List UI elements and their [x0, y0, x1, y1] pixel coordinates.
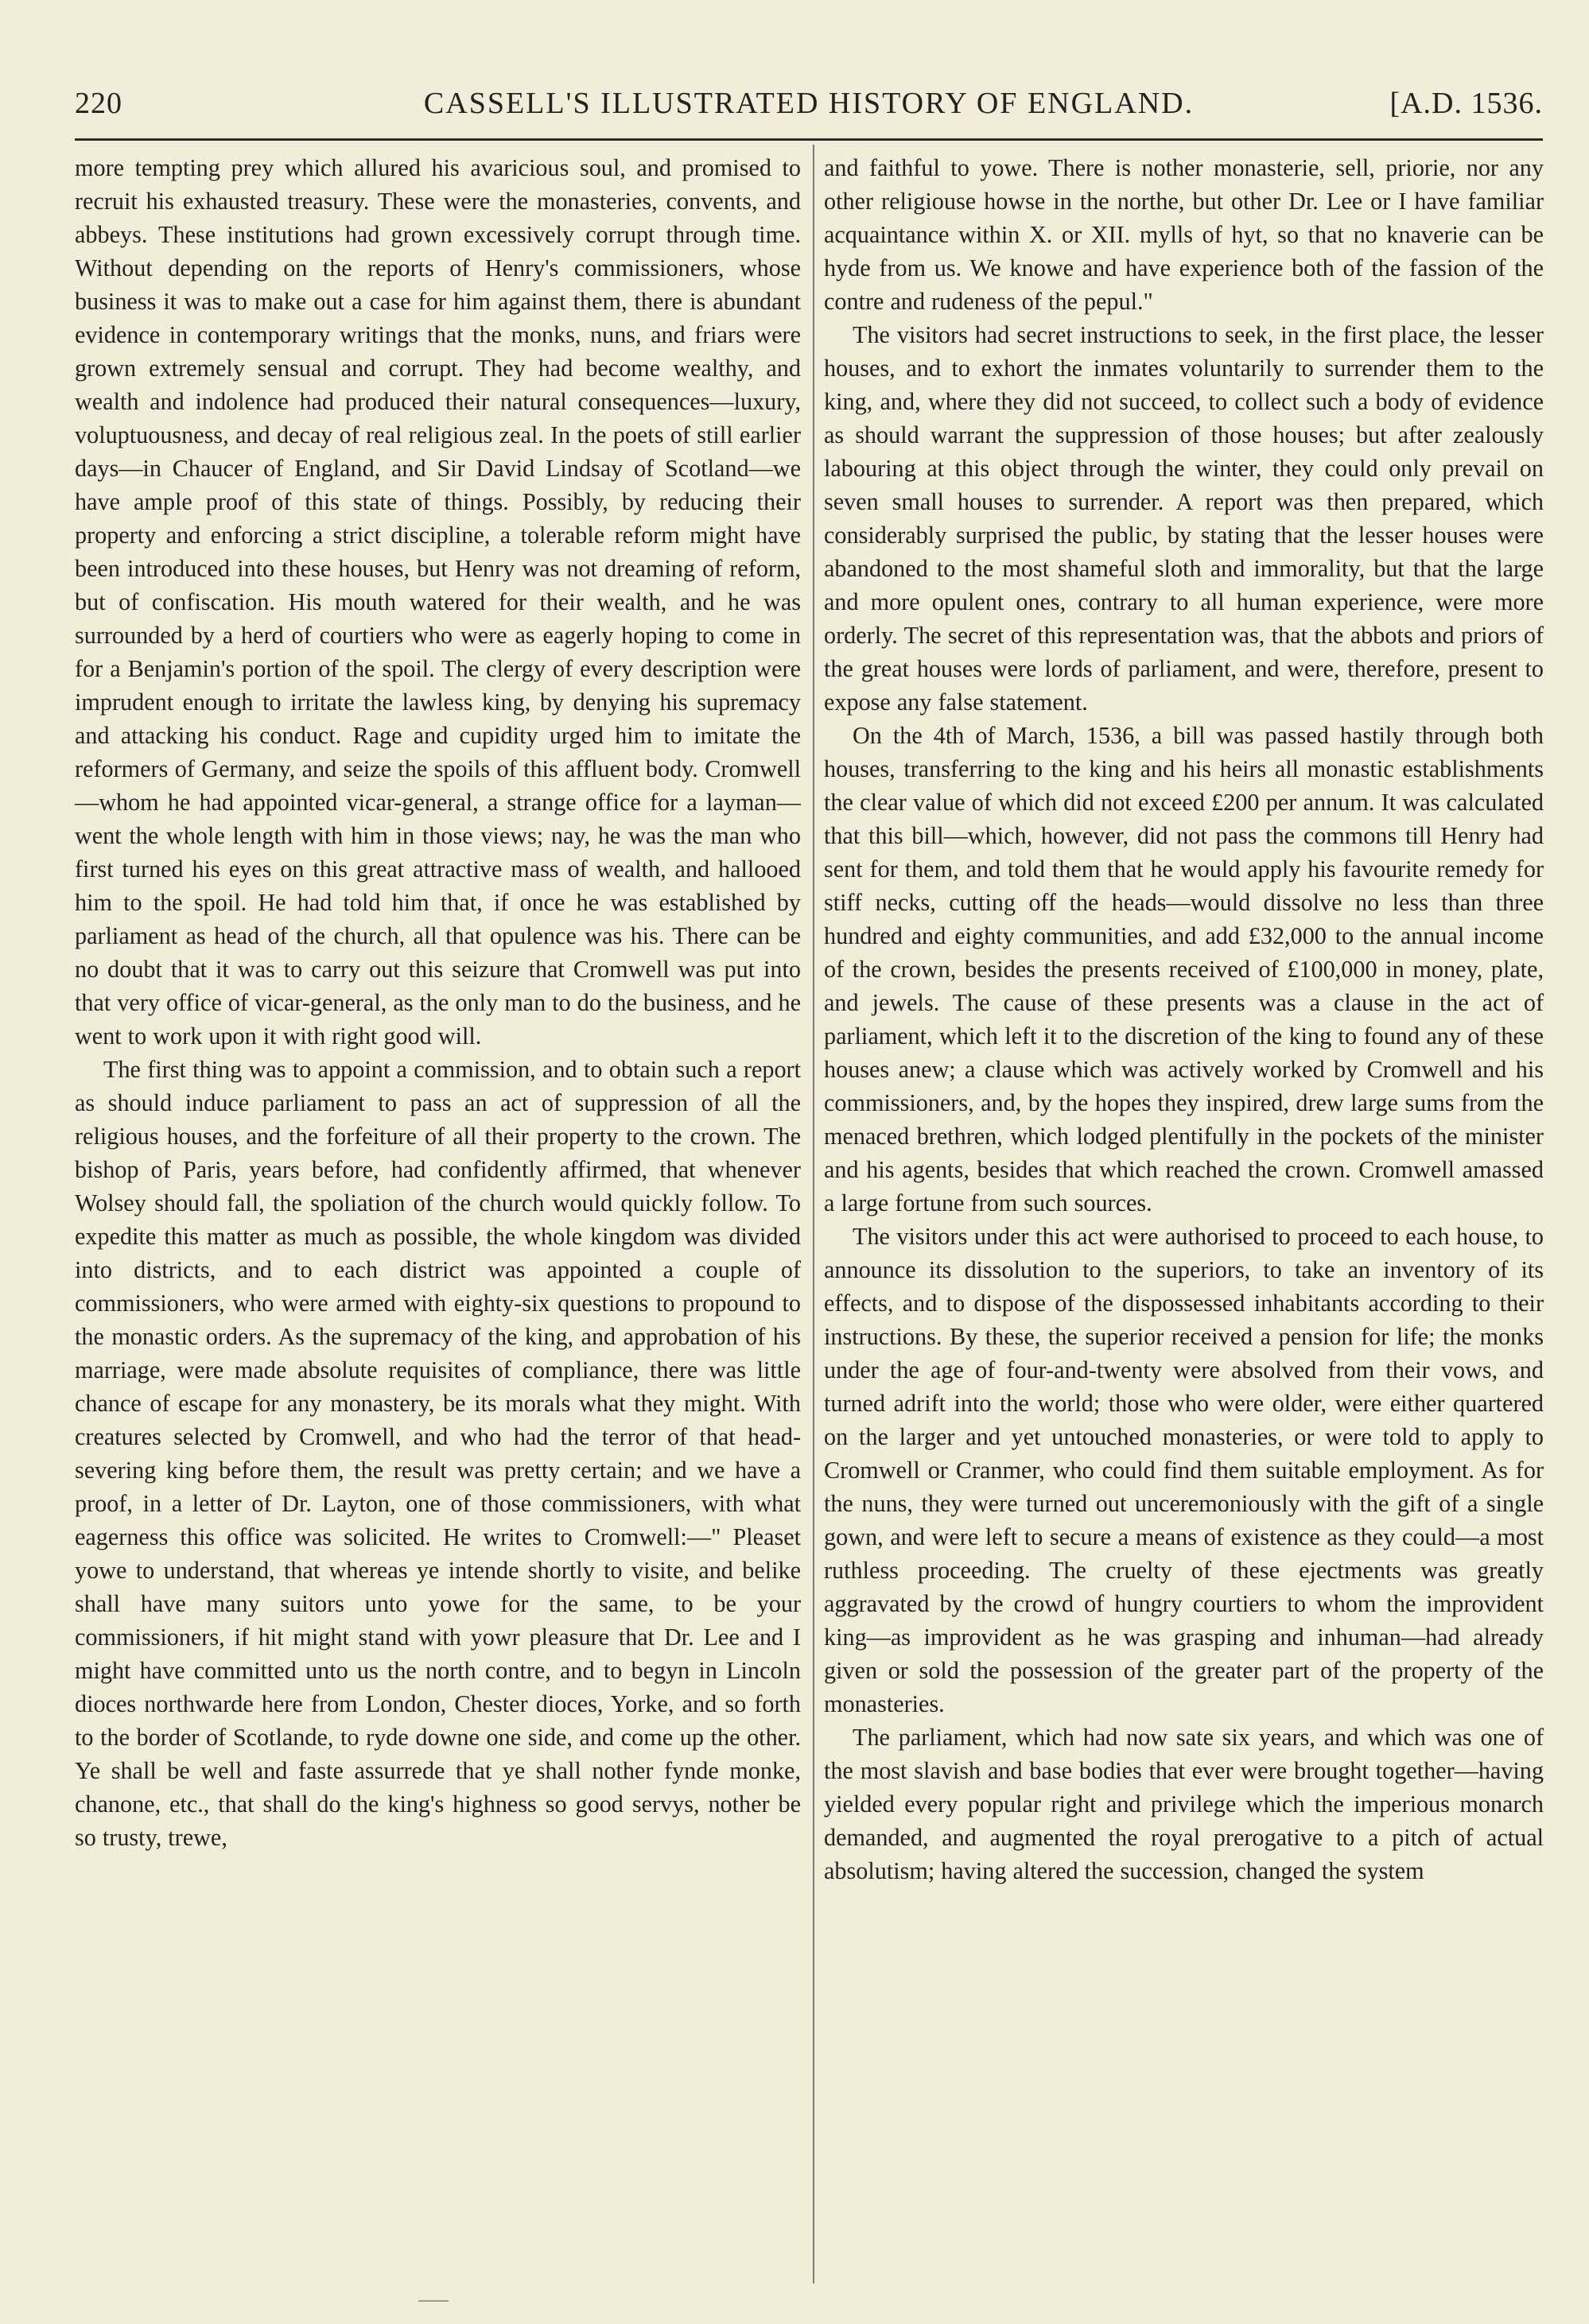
- left-column: [75, 151, 801, 1854]
- footer-mark: [418, 2295, 449, 2302]
- column-divider: [813, 145, 814, 2283]
- date-label: [A.D. 1536.: [1389, 87, 1543, 120]
- running-title: CASSELL'S ILLUSTRATED HISTORY OF ENGLAND.: [423, 87, 1195, 120]
- right-paragraph-4: The visitors under this act were authorised to proceed to each house, to announce its dissolution to the superiors, to take an inventory of its effects, and to dispose of the dispossessed inhabitants according to their instructions. By these, the superior received a pension for life; the monks under the age of four-and-twenty were absolved from their vows, and turned adrift into the world; those who were older, were either quartered on the larger and yet untouched monasteries, or were told to apply to Cromwell or Cranmer, who could find them suitable employment. As for the nuns, they were turned out unceremoniously with the gift of a single gown, and were left to secure a means of existence as they could—a most ruthless proceeding. The cruelty of these ejectments was greatly aggravated by the crowd of hungry courtiers to whom the improvident king—as improvident as he was grasping and inhuman—had already given or sold the possession of the greater part of the property of the monasteries.: [824, 1223, 1544, 1717]
- right-column: [824, 151, 1544, 1888]
- left-paragraph-2: The first thing was to appoint a commission, and to obtain such a report as should induce parliament to pass an act of suppression of all the religious houses, and the forfeiture of all their property to the crown. The bishop of Paris, years before, had confidently affirmed, that whenever Wolsey should fall, the spoliation of the church would quickly follow. To expedite this matter as much as possible, the whole kingdom was divided into districts, and to each district was appointed a couple of commissioners, who were armed with eighty-six questions to propound to the monastic orders. As the supremacy of the king, and approbation of his marriage, were made absolute requisites of compliance, there was little chance of escape for any monastery, be its morals what they might. With creatures selected by Cromwell, and who had the terror of that head-severing king before them, the result was pretty certain; and we have a proof, in a letter of Dr. Layton, one of those commissioners, with what eagerness this office was solicited. He writes to Cromwell:—" Pleaset yowe to understand, that whereas ye intende shortly to visite, and belike shall have many suitors unto yowe for the same, to be your commissioners, if hit might stand with yowr pleasure that Dr. Lee and I might have committed unto us the north contre, and to begyn in Lincoln dioces northwarde here from London, Chester dioces, Yorke, and so forth to the border of Scotlande, to ryde downe one side, and come up the other. Ye shall be well and faste assurrede that ye shall nother fynde monke, chanone, etc., that shall do the king's highness so good servys, nother be so trusty, trewe,: [75, 1056, 801, 1851]
- right-paragraph-2: The visitors had secret instructions to seek, in the first place, the lesser houses, and to exhort the inmates voluntarily to surrender them to the king, and, where they did not succeed, to collect such a body of evidence as should warrant the suppression of those houses; but after zealously labouring at this object through the winter, they could only prevail on seven small houses to surrender. A report was then prepared, which considerably surprised the public, by stating that the lesser houses were abandoned to the most shameful sloth and immorality, but that the large and more opulent ones, contrary to all human experience, were more orderly. The secret of this representation was, that the abbots and priors of the great houses were lords of parliament, and were, therefore, present to expose any false statement.: [824, 321, 1544, 716]
- right-paragraph-1: and faithful to yowe. There is nother monasterie, sell, priorie, nor any other religiouse howse in the northe, but other Dr. Lee or I have familiar acquaintance within X. or XII. mylls of hyt, so that no knaverie can be hyde from us. We knowe and have experience both of the fassion of the contre and rudeness of the pepul.": [824, 154, 1544, 315]
- left-paragraph-1: more tempting prey which allured his avaricious soul, and promised to recruit his exhausted treasury. These were the monasteries, convents, and abbeys. These institutions had grown excessively corrupt through time. Without depending on the reports of Henry's commissioners, whose business it was to make out a case for him against them, there is abundant evidence in contemporary writings that the monks, nuns, and friars were grown extremely sensual and corrupt. They had become wealthy, and wealth and indolence had produced their natural consequences—luxury, voluptuousness, and decay of real religious zeal. In the poets of still earlier days—in Chaucer of England, and Sir David Lindsay of Scotland—we have ample proof of this state of things. Possibly, by reducing their property and enforcing a strict discipline, a tolerable reform might have been introduced into these houses, but Henry was not dreaming of reform, but of confiscation. His mouth watered for their wealth, and he was surrounded by a herd of courtiers who were as eagerly hoping to come in for a Benjamin's portion of the spoil. The clergy of every description were imprudent enough to irritate the lawless king, by denying his supremacy and attacking his conduct. Rage and cupidity urged him to imitate the reformers of Germany, and seize the spoils of this affluent body. Cromwell—whom he had appointed vicar-general, a strange office for a layman—went the whole length with him in those views; nay, he was the man who first turned his eyes on this great attractive mass of wealth, and hallooed him to the spoil. He had told him that, if once he was established by parliament as head of the church, all that opulence was his. There can be no doubt that it was to carry out this seizure that Cromwell was put into that very office of vicar-general, as the only man to do the business, and he went to work upon it with right good will.: [75, 154, 801, 1049]
- header-rule: [75, 138, 1543, 141]
- page-number: 220: [75, 87, 122, 120]
- page-header: [75, 86, 1543, 124]
- right-paragraph-3: On the 4th of March, 1536, a bill was passed hastily through both houses, transferring to the king and his heirs all monastic establishments the clear value of which did not exceed £200 per annum. It was calculated that this bill—which, however, did not pass the commons till Henry had sent for them, and told them that he would apply his favourite remedy for stiff necks, cutting off the heads—would dissolve no less than three hundred and eighty communities, and add £32,000 to the annual income of the crown, besides the presents received of £100,000 in money, plate, and jewels. The cause of these presents was a clause in the act of parliament, which left it to the discretion of the king to found any of these houses anew; a clause which was actively worked by Cromwell and his commissioners, and, by the hopes they inspired, drew large sums from the menaced brethren, which lodged plentifully in the pockets of the minister and his agents, besides that which reached the crown. Cromwell amassed a large fortune from such sources.: [824, 722, 1544, 1216]
- right-paragraph-5: The parliament, which had now sate six years, and which was one of the most slavish and base bodies that ever were brought together—having yielded every popular right and privilege which the imperious monarch demanded, and augmented the royal prerogative to a pitch of actual absolutism; having altered the succession, changed the system: [824, 1724, 1544, 1884]
